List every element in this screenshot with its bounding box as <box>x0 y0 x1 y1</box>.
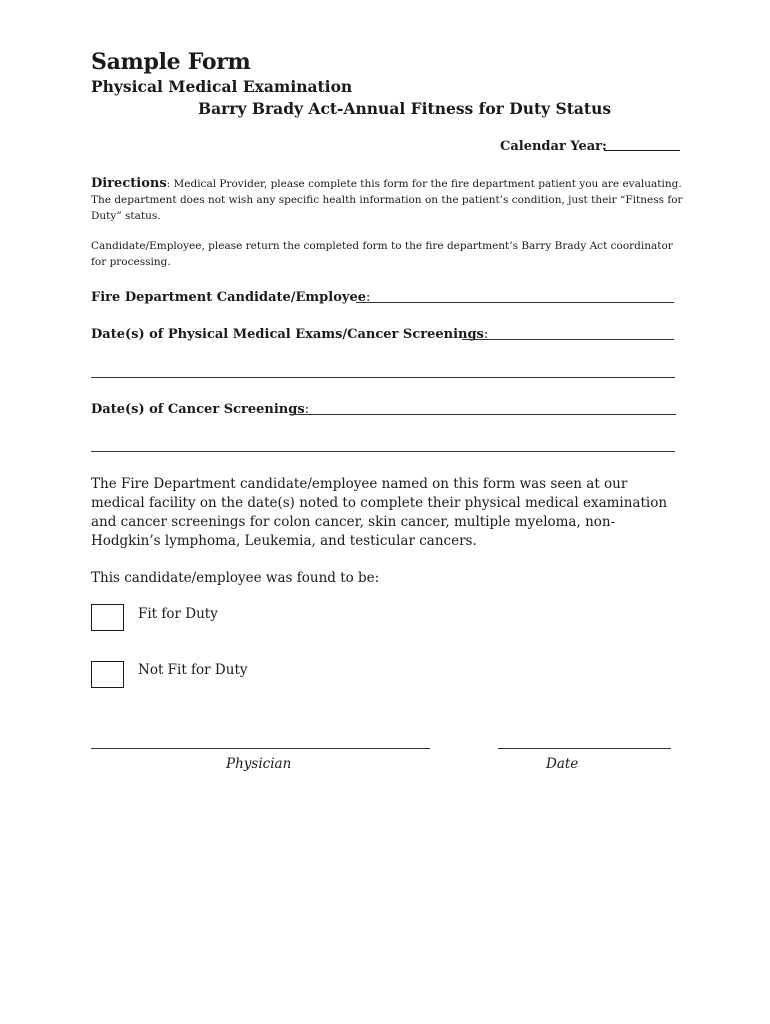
form-subtitle: Physical Medical Examination <box>91 77 353 96</box>
screenings-field-continued[interactable] <box>91 451 675 452</box>
exams-field-continued[interactable] <box>91 377 675 378</box>
fit-for-duty-label: Fit for Duty <box>138 606 218 622</box>
form-title: Sample Form <box>91 49 251 75</box>
directions-text: : Medical Provider, please complete this form for the fire department patient you are evaluating. The department does not wish any specific health information on the patient’s condition, just their “Fitness for Duty” status. <box>91 178 683 222</box>
candidate-field[interactable] <box>356 302 674 303</box>
not-fit-for-duty-checkbox[interactable] <box>91 661 124 688</box>
date-signature-line[interactable] <box>498 748 671 749</box>
exams-field[interactable] <box>462 339 674 340</box>
statement-paragraph: The Fire Department candidate/employee named on this form was seen at our medical facility on the date(s) noted to complete their physical medical examination and cancer screenings for colon cancer, skin cancer, multiple myeloma, non-Hodgkin’s lymphoma, Leukemia, and testicular cancers. <box>91 476 668 549</box>
not-fit-for-duty-label: Not Fit for Duty <box>138 662 248 678</box>
screenings-label-text: Date(s) of Cancer Screenings <box>91 402 305 417</box>
form-heading: Barry Brady Act-Annual Fitness for Duty Status <box>198 99 612 118</box>
directions-label: Directions <box>91 176 167 191</box>
candidate-label-text: Fire Department Candidate/Employee <box>91 290 366 305</box>
candidate-label <box>91 290 370 305</box>
directions-paragraph <box>91 176 686 224</box>
screenings-field[interactable] <box>290 414 676 415</box>
colon: : <box>365 290 371 305</box>
screenings-label <box>91 402 309 417</box>
colon: : <box>304 402 310 417</box>
date-label: Date <box>546 756 579 772</box>
return-instructions: Candidate/Employee, please return the completed form to the fire department’s Barry Brady Act coordinator for processing. <box>91 240 673 268</box>
exams-label <box>91 327 488 342</box>
fit-for-duty-checkbox[interactable] <box>91 604 124 631</box>
found-to-be-text: This candidate/employee was found to be: <box>91 570 380 586</box>
physician-signature-line[interactable] <box>91 748 430 749</box>
calendar-year-label: Calendar Year: <box>500 139 607 154</box>
exams-label-text: Date(s) of Physical Medical Exams/Cancer Screenings <box>91 327 484 342</box>
colon: : <box>483 327 489 342</box>
physician-label: Physician <box>226 756 292 772</box>
calendar-year-field[interactable] <box>604 150 680 151</box>
